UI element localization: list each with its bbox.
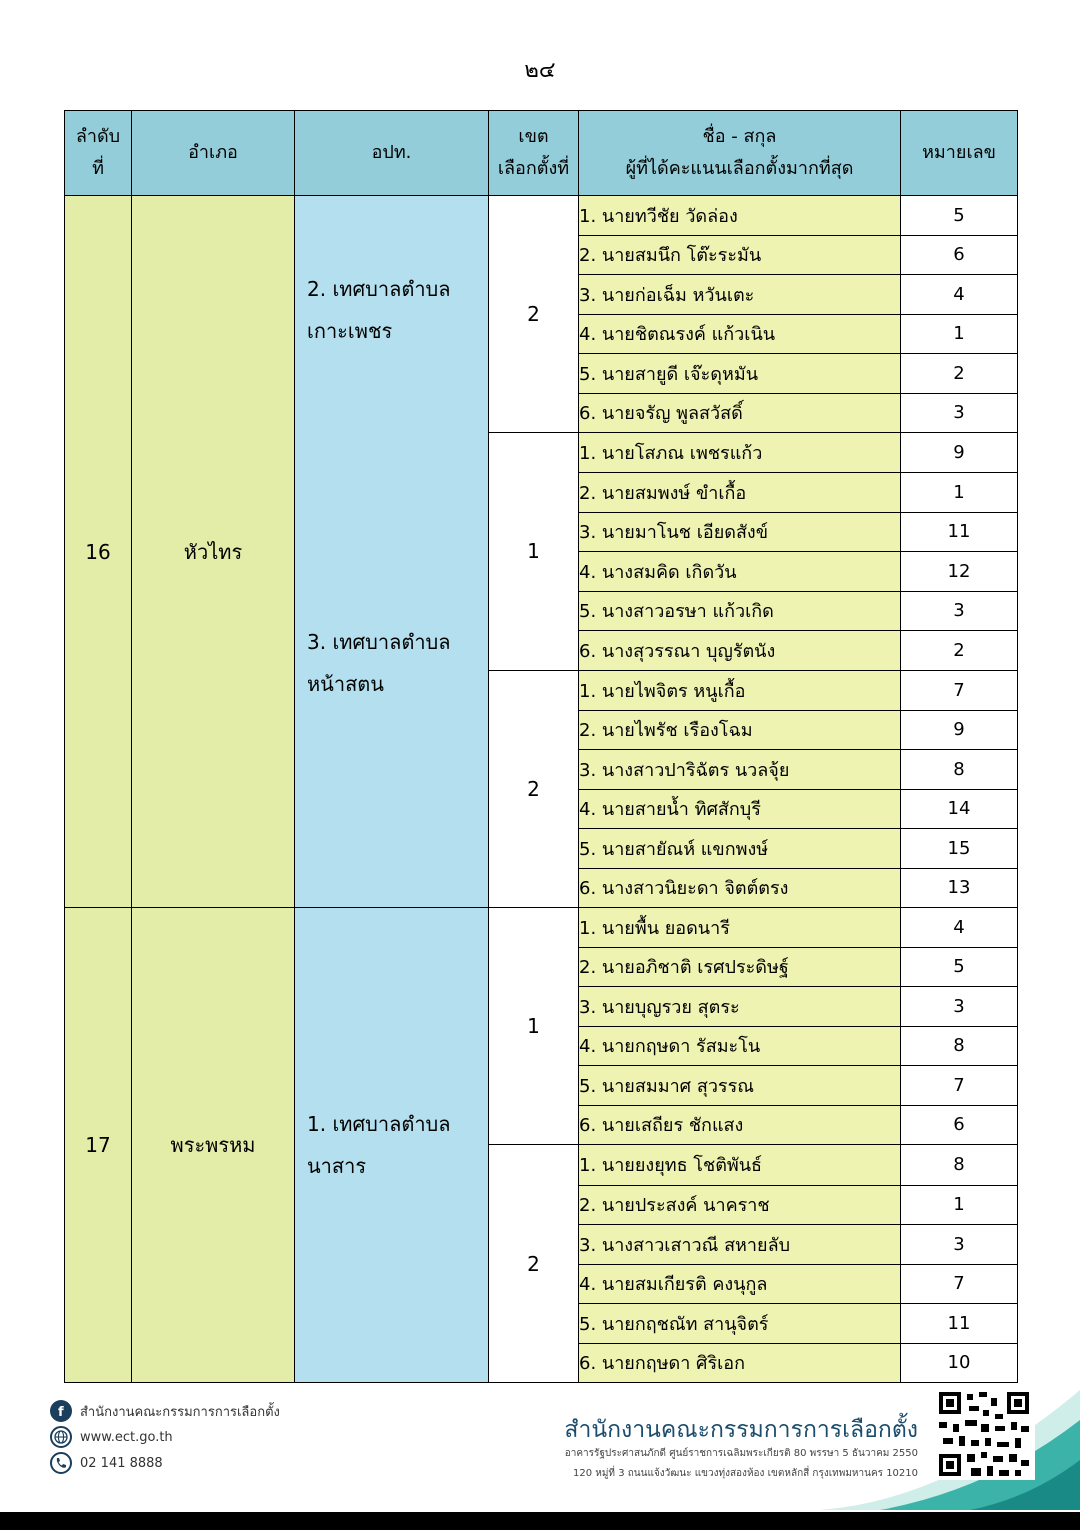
candidate-number: 7 xyxy=(901,1264,1018,1304)
candidate-number: 9 xyxy=(901,433,1018,473)
phone-label: 02 141 8888 xyxy=(80,1455,163,1471)
candidate-number: 1 xyxy=(901,1185,1018,1225)
candidate-number: 4 xyxy=(901,908,1018,948)
candidate-number: 11 xyxy=(901,512,1018,552)
candidate-name: 3. นายบุญรวย สุตระ xyxy=(579,987,901,1027)
address-line-1: อาคารรัฐประศาสนภักดี ศูนย์ราชการเฉลิมพระเกียรติ 80 พรรษา 5 ธันวาคม 2550 xyxy=(564,1448,918,1459)
table-row xyxy=(65,908,1018,948)
org-cell xyxy=(295,908,489,1383)
qr-code xyxy=(935,1390,1035,1480)
org-name: 3. เทศบาลตำบล หน้าสตน xyxy=(307,630,451,696)
website-contact[interactable] xyxy=(50,1426,173,1448)
district-cell: พระพรหม xyxy=(132,908,295,1383)
candidate-name: 1. นายโสภณ เพชรแก้ว xyxy=(579,433,901,473)
candidate-name: 6. นายจรัญ พูลสวัสดิ์ xyxy=(579,393,901,433)
candidate-name: 6. นางสุวรรณา บุญรัตนัง xyxy=(579,631,901,671)
candidate-name: 3. นายมาโนช เอียดสังข์ xyxy=(579,512,901,552)
candidate-name: 3. นางสาวปาริฉัตร นวลจุ้ย xyxy=(579,750,901,790)
header-number: หมายเลข xyxy=(901,111,1018,196)
header-order: ลำดับ ที่ xyxy=(65,111,132,196)
candidate-name: 4. นายสายน้ำ ทิศสักบุรี xyxy=(579,789,901,829)
header-name: ชื่อ - สกุล ผู้ที่ได้คะแนนเลือกตั้งมากที่สุด xyxy=(579,111,901,196)
candidate-number: 7 xyxy=(901,670,1018,710)
zone-cell: 1 xyxy=(489,908,579,1145)
candidate-name: 5. นายกฤชณัท สานุจิตร์ xyxy=(579,1304,901,1344)
candidate-number: 6 xyxy=(901,235,1018,275)
candidate-number: 1 xyxy=(901,314,1018,354)
zone-cell: 2 xyxy=(489,1145,579,1383)
candidate-name: 2. นายไพรัช เรืองโฉม xyxy=(579,710,901,750)
candidate-name: 6. นายกฤษดา ศิริเอก xyxy=(579,1343,901,1383)
candidate-name: 4. นายชิตณรงค์ แก้วเนิน xyxy=(579,314,901,354)
candidate-name: 4. นางสมคิด เกิดวัน xyxy=(579,552,901,592)
bottom-bar xyxy=(0,1512,1080,1530)
org-name: 1. เทศบาลตำบล นาสาร xyxy=(307,1112,451,1178)
candidate-number: 4 xyxy=(901,275,1018,315)
svg-text:f: f xyxy=(58,1405,64,1418)
order-cell: 17 xyxy=(65,908,132,1383)
candidate-number: 5 xyxy=(901,196,1018,236)
phone-icon xyxy=(50,1452,72,1474)
candidate-number: 11 xyxy=(901,1304,1018,1344)
candidate-name: 4. นายสมเกียรติ คงนุกูล xyxy=(579,1264,901,1304)
candidate-number: 3 xyxy=(901,1225,1018,1265)
candidate-name: 5. นายสมมาศ สุวรรณ xyxy=(579,1066,901,1106)
facebook-contact[interactable] xyxy=(50,1400,280,1422)
org-cell xyxy=(295,196,489,908)
candidate-name: 6. นายเสถียร ชักแสง xyxy=(579,1105,901,1145)
results-table xyxy=(64,110,1018,1383)
candidate-number: 1 xyxy=(901,473,1018,513)
org-name: 2. เทศบาลตำบล เกาะเพชร xyxy=(307,277,451,343)
candidate-number: 10 xyxy=(901,1343,1018,1383)
candidate-number: 2 xyxy=(901,631,1018,671)
candidate-name: 3. นางสาวเสาวณี สหายลับ xyxy=(579,1225,901,1265)
table-row xyxy=(65,196,1018,236)
candidate-name: 2. นายประสงค์ นาคราช xyxy=(579,1185,901,1225)
candidate-name: 1. นายยงยุทธ โชติพันธ์ xyxy=(579,1145,901,1186)
candidate-number: 3 xyxy=(901,393,1018,433)
candidate-number: 12 xyxy=(901,552,1018,592)
header-org: อปท. xyxy=(295,111,489,196)
candidate-number: 6 xyxy=(901,1105,1018,1145)
candidate-number: 9 xyxy=(901,710,1018,750)
candidate-number: 7 xyxy=(901,1066,1018,1106)
candidate-name: 5. นายสายัณห์ แขกพงษ์ xyxy=(579,829,901,869)
globe-icon xyxy=(50,1426,72,1448)
header-zone: เขต เลือกตั้งที่ xyxy=(489,111,579,196)
order-cell: 16 xyxy=(65,196,132,908)
candidate-number: 15 xyxy=(901,829,1018,869)
facebook-icon xyxy=(50,1400,72,1422)
candidate-number: 14 xyxy=(901,789,1018,829)
org-name: สำนักงานคณะกรรมการการเลือกตั้ง xyxy=(564,1417,918,1443)
candidate-number: 2 xyxy=(901,354,1018,394)
candidate-number: 8 xyxy=(901,750,1018,790)
phone-contact[interactable] xyxy=(50,1452,163,1474)
footer xyxy=(0,1390,1080,1530)
table-header-row xyxy=(65,111,1018,196)
candidate-name: 2. นายอภิชาติ เรศประดิษฐ์ xyxy=(579,947,901,987)
zone-cell: 2 xyxy=(489,196,579,433)
facebook-label: สำนักงานคณะกรรมการการเลือกตั้ง xyxy=(80,1404,280,1420)
website-label: www.ect.go.th xyxy=(80,1429,173,1445)
candidate-number: 5 xyxy=(901,947,1018,987)
candidate-number: 3 xyxy=(901,591,1018,631)
candidate-number: 8 xyxy=(901,1145,1018,1186)
candidate-name: 4. นายกฤษดา รัสมะโน xyxy=(579,1026,901,1066)
page-number: ๒๔ xyxy=(524,58,556,83)
candidate-name: 1. นายไพจิตร หนูเกื้อ xyxy=(579,670,901,710)
candidate-name: 3. นายก่อเฉ็ม หวันเตะ xyxy=(579,275,901,315)
candidate-number: 8 xyxy=(901,1026,1018,1066)
header-district: อำเภอ xyxy=(132,111,295,196)
district-cell: หัวไทร xyxy=(132,196,295,908)
zone-cell: 1 xyxy=(489,433,579,671)
candidate-name: 2. นายสมนึก โต๊ะระมัน xyxy=(579,235,901,275)
candidate-name: 5. นางสาวอรษา แก้วเกิด xyxy=(579,591,901,631)
zone-cell: 2 xyxy=(489,670,579,908)
candidate-number: 13 xyxy=(901,868,1018,908)
address-line-2: 120 หมู่ที่ 3 ถนนแจ้งวัฒนะ แขวงทุ่งสองห้อง เขตหลักสี่ กรุงเทพมหานคร 10210 xyxy=(572,1468,918,1479)
candidate-name: 2. นายสมพงษ์ ขำเกื้อ xyxy=(579,473,901,513)
candidate-name: 1. นายพื้น ยอดนารี xyxy=(579,908,901,948)
candidate-name: 6. นางสาวนิยะดา จิตต์ตรง xyxy=(579,868,901,908)
candidate-number: 3 xyxy=(901,987,1018,1027)
candidate-name: 5. นายสายูดี เจ๊ะดุหมัน xyxy=(579,354,901,394)
candidate-name: 1. นายทวีชัย วัดล่อง xyxy=(579,196,901,236)
